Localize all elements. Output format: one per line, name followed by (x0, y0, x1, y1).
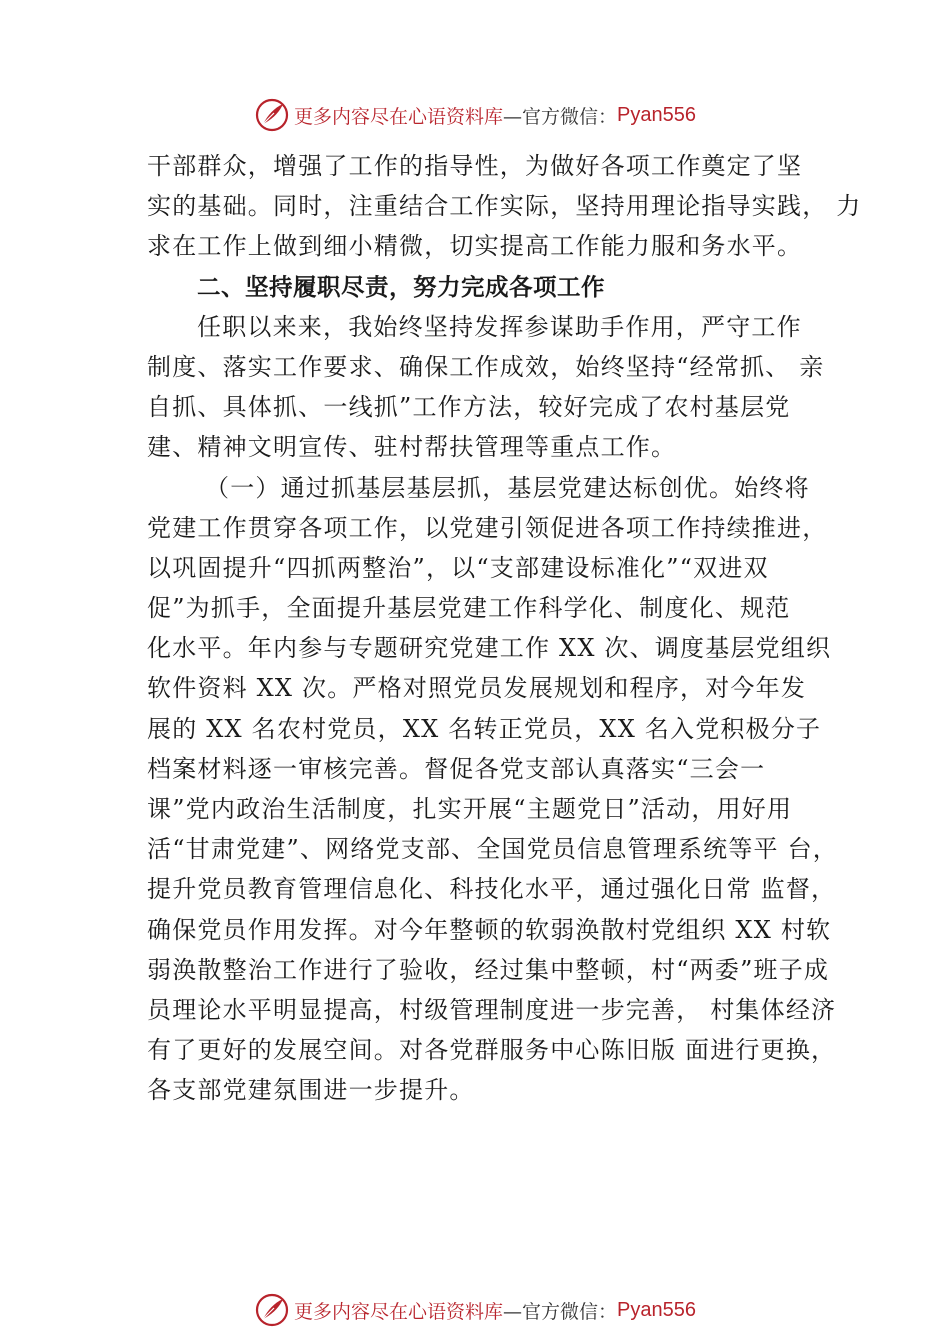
body-line: 软件资料 XX 次。严格对照党员发展规划和程序，对今年发 (147, 674, 807, 703)
body-line: 自抓、具体抓、一线抓”工作方法，较好完成了农村基层党 (147, 393, 791, 422)
body-line: 化水平。年内参与专题研究党建工作 XX 次、调度基层党组织 (147, 634, 832, 663)
subsection-line: （一）通过抓基层基层抓，基层党建达标创优。始终将 (205, 473, 810, 502)
body-line: 以巩固提升“四抓两整治”，以“支部建设标准化”“双进双 (147, 553, 769, 582)
body-line: 制度、落实工作要求、确保工作成效，始终坚持“经常抓、 亲 (147, 352, 825, 381)
watermark-handle: Pyan556 (617, 1298, 696, 1321)
document-body (147, 146, 862, 1111)
section-heading: 二、坚持履职尽责，努力完成各项工作 (197, 272, 605, 301)
body-line: 建、精神文明宣传、驻村帮扶管理等重点工作。 (147, 433, 677, 462)
body-line: 员理论水平明显提高，村级管理制度进一步完善， 村集体经济 (147, 995, 837, 1024)
body-line: 任职以来来，我始终坚持发挥参谋助手作用，严守工作 (197, 312, 802, 341)
watermark-title: 更多内容尽在心语资料库 (294, 1300, 504, 1323)
footer-watermark (0, 1290, 950, 1330)
body-line: 课”党内政治生活制度，扎实开展“主题党日”活动，用好用 (147, 795, 793, 823)
body-line: 有了更好的发展空间。对各党群服务中心陈旧版 面进行更换， (147, 1036, 837, 1065)
body-line: 党建工作贯穿各项工作，以党建引领促进各项工作持续推进， (147, 513, 828, 542)
body-line: 弱涣散整治工作进行了验收，经过集中整顿，村“两委”班子成 (147, 955, 830, 984)
header-watermark (0, 95, 950, 135)
quill-logo-icon (254, 1292, 290, 1328)
body-line: 展的 XX 名农村党员，XX 名转正党员，XX 名入党积极分子 (147, 714, 822, 743)
body-line: 确保党员作用发挥。对今年整顿的软弱涣散村党组织 XX 村软 (147, 915, 832, 944)
body-line: 实的基础。同时，注重结合工作实际，坚持用理论指导实践， 力 (147, 192, 862, 221)
body-line: 各支部党建氛围进一步提升。 (147, 1076, 475, 1105)
quill-logo-icon (254, 97, 290, 133)
body-line: 求在工作上做到细小精微，切实提高工作能力服和务水平。 (147, 232, 803, 261)
watermark-label: —官方微信： (503, 1300, 618, 1323)
body-line: 活“甘肃党建”、网络党支部、全国党员信息管理系统等平 台， (147, 835, 838, 864)
body-line: 促”为抓手，全面提升基层党建工作科学化、制度化、规范 (147, 594, 791, 623)
body-line: 提升党员教育管理信息化、科技化水平，通过强化日常 监督， (147, 875, 837, 904)
body-line: 干部群众，增强了工作的指导性，为做好各项工作奠定了坚 (147, 152, 803, 180)
watermark-handle: Pyan556 (617, 103, 696, 126)
watermark-title: 更多内容尽在心语资料库 (294, 105, 504, 128)
watermark-label: —官方微信： (503, 105, 618, 128)
body-line: 档案材料逐一审核完善。督促各党支部认真落实“三会一 (147, 754, 766, 783)
